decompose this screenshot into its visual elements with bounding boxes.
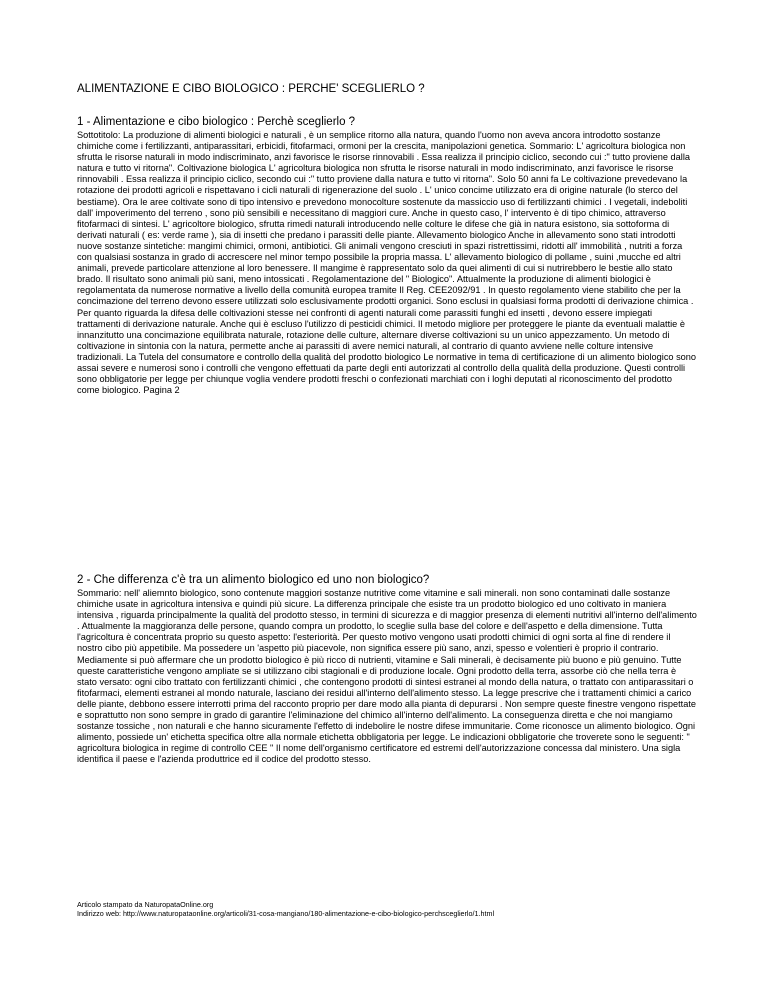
section-1-body: Sottotitolo: La produzione di alimenti biologici e naturali , è un semplice ritorno alla natura, quando l'uomo non aveva ancora introdotto sostanze chimiche come i fertilizzanti, antiparassitari, erbicidi, fitofarmaci, ormoni per la crescita, manipolazioni genetica. Sommario: L' agricoltura biologica non sfrutta le risorse naturali in modo indiscriminato, anzi favorisce le risorse rinnovabili . Essa realizza il principio ciclico, secondo cui :" tutto proviene dalla natura e tutto vi ritorna". Coltivazione biologica L' agricoltura biologica non sfrutta le risorse naturali in modo indiscriminato, anzi favorisce le risorse rinnovabili . Essa realizza il principio ciclico, secondo cui :" tutto proviene dalla natura e tutto vi ritorna". Solo 50 anni fa Le coltivazione prevedevano la rotazione dei prodotti agricoli e rispettavano i cicli naturali di rigenerazione del suolo . L' unico concime utilizzato era di origine naturale (lo sterco del bestiame). Ora le aree coltivate sono di tipo intensivo e prevedono monocolture sostenute da massiccio uso di fertilizzanti chimici . I vegetali, indeboliti dall' impoverimento del terreno , sono più sensibili e necessitano di maggiori cure. Anche in questo caso, l' intervento è di tipo chimico, attraverso fitofarmaci di sintesi. L' agricoltore biologico, sfrutta rimedi naturali introducendo nelle colture le difese che già in natura esistono, sia sottoforma di derivati naturali ( es: verde rame ), sia di insetti che predano i parassiti delle piante. Allevamento biologico Anche in allevamento sono stati introdotti nuove sostanze sintetiche: mangimi chimici, ormoni, antibiotici. Gli animali vengono cresciuti in spazi ristrettissimi, ridotti all' immobilità , nutriti a forza con qualsiasi sostanza in grado di accrescere nel minor tempo possibile la propria massa. L' allevamento biologico di pollame , suini ,mucche ed altri animali, prevede particolare attenzione al loro benessere. Il mangime è rappresentato solo da quei alimenti di cui si nutrirebbero le bestie allo stato brado. Il risultato sono animali più sani, meno intossicati . Regolamentazione del " Biologico". Attualmente la produzione di alimenti biologici è regolamentata da numerose normative a livello della comunità europea tramite Il Reg. CEE2092/91 . In questo regolamento viene stabilito che per la concimazione del terreno devono essere utilizzati solo esclusivamente prodotti organici. Sono esclusi in qualsiasi forma prodotti di derivazione chimica . Per quanto riguarda la difesa delle coltivazioni stesse nei confronti di agenti naturali come parassiti funghi ed insetti , devono essere impiegati trattamenti di derivazione naturale. Anche qui è escluso l'utilizzo di pesticidi chimici. Il metodo migliore per proteggere le piante da eventuali malattie è innanzitutto una concimazione equilibrata naturale, rotazione delle culture, alternare diverse coltivazioni su un unico appezzamento. Un metodo di coltivazione in sintonia con la natura, permette anche ai parassiti di avere nemici naturali, al contrario di quanto avviene nelle colture intensive tradizionali. La Tutela del consumatore e controllo della qualità del prodotto biologico Le normative in tema di certificazione di un alimento biologico sono assai severe e numerosi sono i controlli che vengono effettuati da parte degli enti autorizzati al controllo della qualità della produzione. Questi controlli sono obbligatorie per legge per chiunque voglia vendere prodotti freschi o confezionati marchiati con i loghi deputati al riconoscimento del prodotto come biologico. Pagina 2 (77, 130, 696, 396)
section-2-body: Sommario: nell' aliemnto biologico, sono contenute maggiori sostanze nutritive come vitamine e sali minerali. non sono contaminati dalle sostanze chimiche usate in agricoltura intensiva e quindi più sicure. La differenza principale che esiste tra un prodotto biologico ed uno coltivato in maniera intensiva , riguarda principalmente la qualità del prodotto stesso, in termini di sicurezza e di maggior presenza di elementi nutritivi all'interno dell'alimento . Attualmente la maggioranza delle persone, quando compra un prodotto, lo sceglie sulla base del colore e dell'aspetto e della dimensione. Tutta l'agricoltura è concentrata proprio su questo aspetto: l'esteriorità. Per questo motivo vengono usati prodotti chimici di ogni sorta al fine di rendere il nostro cibo più appetibile. Ma possedere un 'aspetto più piacevole, non significa essere più sano, anzi, spesso e volentieri è proprio il contrario. Mediamente si può affermare che un prodotto biologico è più ricco di nutrienti, vitamine e Sali minerali, è decisamente più buono e più genuino. Tutte queste caratteristiche vengono ampliate se si utilizzano cibi stagionali e di produzione locale. Ogni prodotto della terra, assorbe ciò che nella terra è stato versato: ogni cibo trattato con fertilizzanti chimici , che contengono prodotti di sintesi estranei al mondo della natura, o trattato con antiparassitari o fitofarmaci, elementi estranei al mondo naturale, lasciano dei residui all'interno dell'alimento stesso. La legge prescrive che i trattamenti chimici a carico delle piante, debbono essere interrotti prima del racconto proprio per dare modo alla pianta di depurarsi . Non sempre queste finestre vengono rispettate e soprattutto non sono sempre in grado di garantire l'eliminazione del chimico all'interno dell'alimento. La conseguenza diretta e che noi mangiamo sostanze tossiche , non naturali e che hanno sicuramente l'effetto di indebolire le nostre difese immunitarie. Come riconosce un alimento biologico. Ogni alimento, possiede un' etichetta specifica oltre alla normale etichetta obbligatoria per legge. Le indicazioni obbligatorie che troverete sono le seguenti: " agricoltura biologica in regime di controllo CEE " Il nome dell'organismo certificatore ed estremi dell'autorizzazione concessa dal ministero. Una sigla identifica il paese e l'azienda produttrice ed il codice del prodotto stesso. (77, 588, 697, 765)
footer-url-line: Indirizzo web: http://www.naturopataonline.org/articoli/31-cosa-mangiano/180-alimentazione-e-cibo-biologico-perchsceglierlo/1.html (77, 909, 495, 918)
footer-source-line: Articolo stampato da NaturopataOnline.org (77, 900, 214, 909)
page-footer (77, 900, 494, 918)
section-1-heading: 1 - Alimentazione e cibo biologico : Perchè sceglierlo ? (77, 116, 356, 128)
section-1 (77, 116, 697, 396)
document-title: ALIMENTAZIONE E CIBO BIOLOGICO : PERCHE' SCEGLIERLO ? (77, 83, 425, 95)
section-2 (77, 574, 697, 766)
section-2-heading: 2 - Che differenza c'è tra un alimento biologico ed uno non biologico? (77, 574, 430, 586)
